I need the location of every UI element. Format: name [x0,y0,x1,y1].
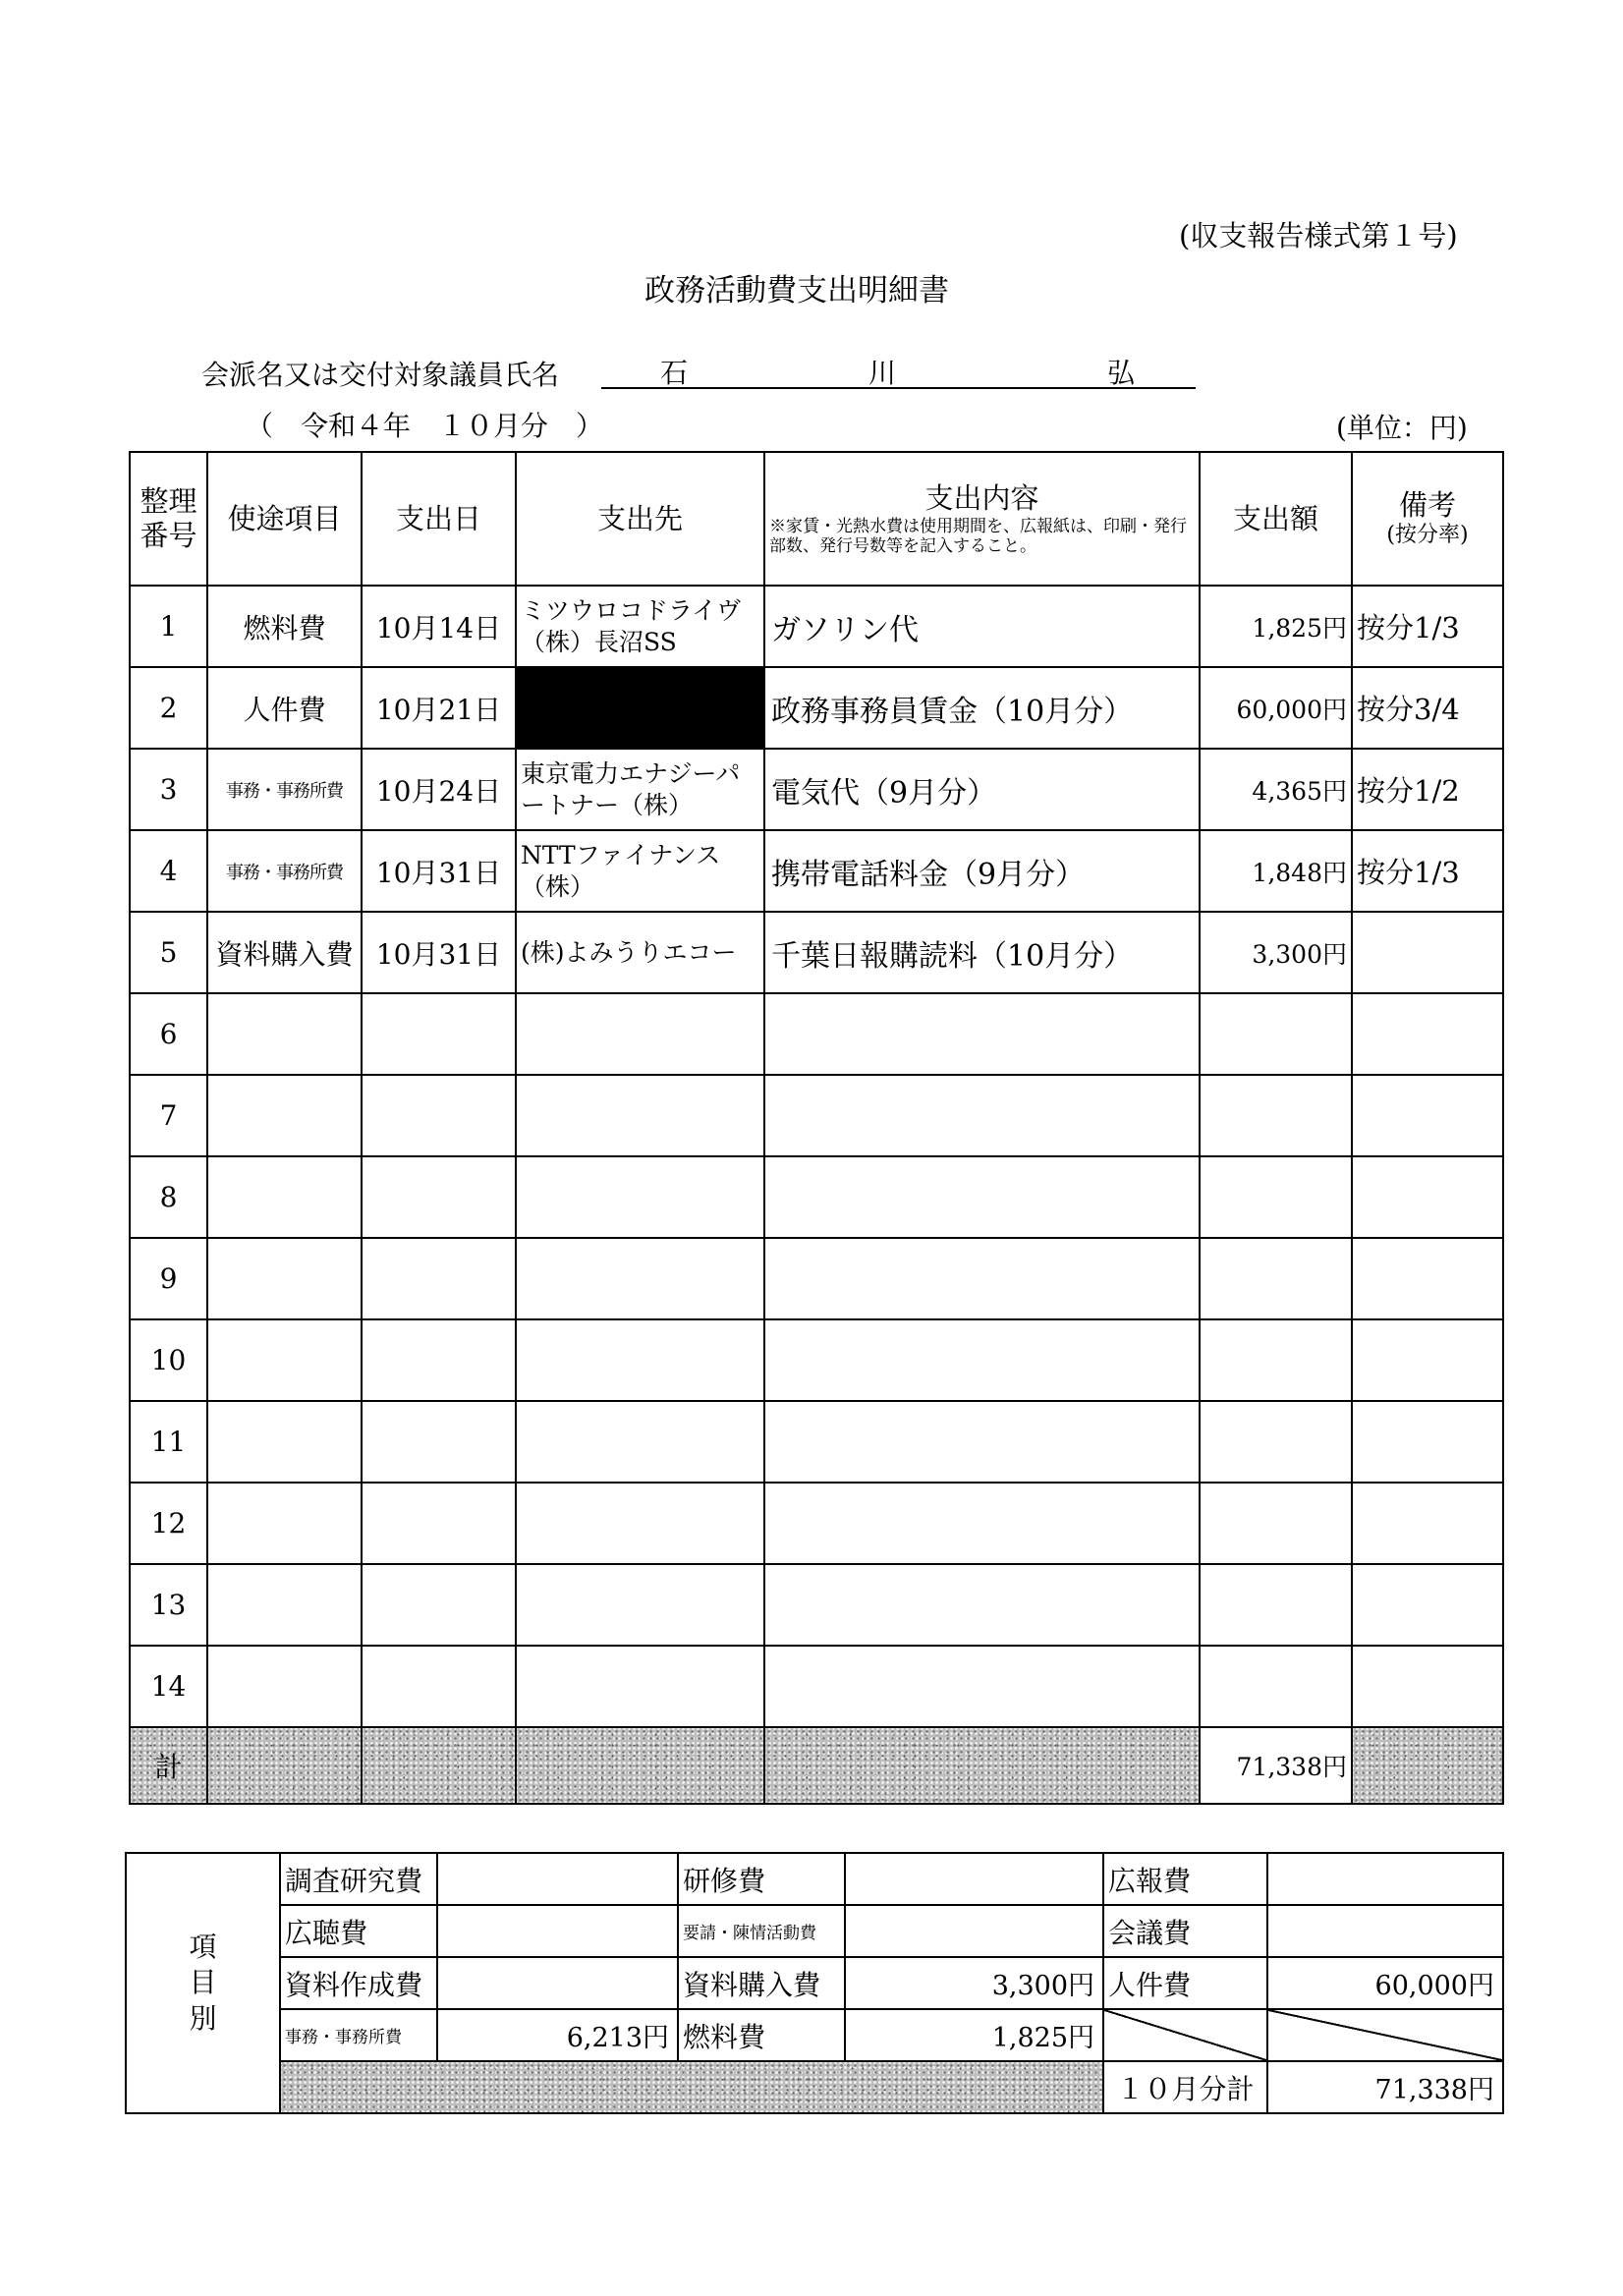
cell-no: 6 [130,993,207,1075]
reporting-period: （ 令和４年 １０月分 ） [246,410,604,442]
cell-content [764,1075,1200,1156]
header-remarks [1352,452,1503,586]
cell-no: 4 [130,830,207,912]
shaded-cell [1352,1727,1503,1804]
header-date: 支出日 [362,452,516,586]
cell-remarks [1352,1646,1503,1727]
cell-content [764,1156,1200,1238]
table-row [130,1564,1503,1646]
cell-content: ガソリン代 [764,586,1200,667]
cell-category: 燃料費 [207,586,362,667]
total-amount: 71,338円 [1200,1727,1352,1804]
header-remarks-label: 備考 [1398,488,1456,523]
table-row [130,1483,1503,1564]
cell-date [362,993,516,1075]
summary-item-label: 広報費 [1103,1853,1267,1905]
redacted-payee [516,667,764,749]
summary-item-value: 3,300円 [845,1957,1103,2009]
cell-no: 11 [130,1401,207,1483]
summary-heading: 項目別 [126,1853,280,2113]
cell-payee: (株)よみうりエコー [516,912,764,993]
total-row [130,1727,1503,1804]
cell-content [764,1564,1200,1646]
shaded-cell [280,2061,1103,2113]
summary-item-value: 1,825円 [845,2009,1103,2061]
header-no: 整理番号 [130,452,207,586]
cell-remarks [1352,1238,1503,1319]
cell-content [764,1646,1200,1727]
cell-remarks [1352,912,1503,993]
member-name-char: 川 [868,357,897,389]
cell-amount [1200,1483,1352,1564]
cell-date [362,1564,516,1646]
cell-no: 2 [130,667,207,749]
header-amount: 支出額 [1200,452,1352,586]
cell-category [207,1319,362,1401]
cell-remarks: 按分3/4 [1352,667,1503,749]
cell-date: 10月21日 [362,667,516,749]
cell-content: 千葉日報購読料（10月分） [764,912,1200,993]
cell-content [764,1238,1200,1319]
summary-item-label: 燃料費 [678,2009,845,2061]
cell-remarks [1352,1075,1503,1156]
cell-date [362,1075,516,1156]
cell-category [207,1564,362,1646]
cell-remarks [1352,1319,1503,1401]
member-name-char: 石 [660,357,689,389]
cell-category [207,1075,362,1156]
header-content-note: ※家賃・光熱水費は使用期間を、広報紙は、印刷・発行部数、発行号数等を記入すること。 [769,517,1187,556]
cell-remarks [1352,993,1503,1075]
cell-payee [516,1319,764,1401]
cell-payee [516,1646,764,1727]
cell-no: 7 [130,1075,207,1156]
cell-remarks: 按分1/3 [1352,586,1503,667]
document-title: 政務活動費支出明細書 [644,273,949,308]
cell-category [207,1646,362,1727]
cell-no: 5 [130,912,207,993]
cell-amount: 4,365円 [1200,749,1352,830]
cell-amount [1200,1156,1352,1238]
form-number: (収支報告様式第１号) [1179,219,1458,252]
header-content [764,452,1200,586]
table-row [130,749,1503,830]
month-total-label: １０月分計 [1103,2061,1267,2113]
summary-item-value [1267,1905,1503,1957]
cell-no: 13 [130,1564,207,1646]
cell-amount: 1,848円 [1200,830,1352,912]
cell-category: 事務・事務所費 [207,749,362,830]
cell-category [207,1401,362,1483]
cell-date [362,1319,516,1401]
cell-content: 携帯電話料金（9月分） [764,830,1200,912]
unit-label: (単位：円) [1336,412,1468,444]
cell-amount [1200,1646,1352,1727]
header-payee: 支出先 [516,452,764,586]
cell-amount: 1,825円 [1200,586,1352,667]
cell-remarks [1352,1483,1503,1564]
summary-item-value [437,1853,678,1905]
cell-amount [1200,1319,1352,1401]
member-name [601,352,1196,389]
cell-no: 1 [130,586,207,667]
summary-item-value [845,1905,1103,1957]
summary-item-value [845,1853,1103,1905]
cell-amount [1200,993,1352,1075]
cell-payee [516,993,764,1075]
summary-item-label: 資料作成費 [280,1957,437,2009]
cell-remarks [1352,1564,1503,1646]
cell-payee: 東京電力エナジーパートナー（株） [516,749,764,830]
summary-row [126,1905,1503,1957]
cell-payee [516,1238,764,1319]
cell-payee [516,1483,764,1564]
summary-item-value [437,1957,678,2009]
cell-date: 10月31日 [362,830,516,912]
cell-date [362,1156,516,1238]
shaded-cell [764,1727,1200,1804]
cell-payee: ミツウロコドライヴ（株）長沼SS [516,586,764,667]
cell-amount [1200,1075,1352,1156]
summary-item-label: 会議費 [1103,1905,1267,1957]
diagonal-strike-cell [1103,2009,1267,2061]
summary-row [126,1853,1503,1905]
summary-total-row [126,2061,1503,2113]
cell-date: 10月24日 [362,749,516,830]
diagonal-strike-cell [1267,2009,1503,2061]
cell-date [362,1238,516,1319]
cell-category [207,1238,362,1319]
table-row [130,1075,1503,1156]
shaded-cell [207,1727,362,1804]
header-content-label: 支出内容 [924,480,1039,515]
cell-category [207,1156,362,1238]
cell-remarks [1352,1401,1503,1483]
summary-item-value: 6,213円 [437,2009,678,2061]
total-label: 計 [130,1727,207,1804]
cell-date [362,1483,516,1564]
cell-category [207,1483,362,1564]
summary-item-value: 60,000円 [1267,1957,1503,2009]
table-row [130,586,1503,667]
cell-amount [1200,1564,1352,1646]
cell-content: 電気代（9月分） [764,749,1200,830]
cell-no: 12 [130,1483,207,1564]
shaded-cell [362,1727,516,1804]
cell-remarks: 按分1/3 [1352,830,1503,912]
summary-item-label: 広聴費 [280,1905,437,1957]
member-name-char: 弘 [1107,357,1136,389]
cell-payee [516,1401,764,1483]
cell-no: 10 [130,1319,207,1401]
cell-category [207,993,362,1075]
cell-content [764,1319,1200,1401]
cell-date [362,1646,516,1727]
table-row [130,1401,1503,1483]
table-row [130,1646,1503,1727]
cell-date: 10月14日 [362,586,516,667]
cell-no: 8 [130,1156,207,1238]
summary-item-label: 調査研究費 [280,1853,437,1905]
table-row [130,1156,1503,1238]
cell-content [764,1483,1200,1564]
cell-category: 人件費 [207,667,362,749]
cell-payee: NTTファイナンス（株） [516,830,764,912]
cell-content [764,1401,1200,1483]
table-header-row [130,452,1503,586]
summary-item-value [1267,1853,1503,1905]
cell-content [764,993,1200,1075]
summary-item-label: 人件費 [1103,1957,1267,2009]
table-row [130,993,1503,1075]
cell-amount: 60,000円 [1200,667,1352,749]
summary-row [126,2009,1503,2061]
header-remarks-sub: (按分率) [1386,523,1469,548]
cell-amount [1200,1238,1352,1319]
summary-item-value [437,1905,678,1957]
cell-category: 事務・事務所費 [207,830,362,912]
table-row [130,830,1503,912]
table-row [130,667,1503,749]
table-row [130,912,1503,993]
header-category: 使途項目 [207,452,362,586]
table-row [130,1319,1503,1401]
summary-item-label: 資料購入費 [678,1957,845,2009]
cell-no: 14 [130,1646,207,1727]
cell-no: 9 [130,1238,207,1319]
cell-payee [516,1075,764,1156]
cell-amount [1200,1401,1352,1483]
cell-date [362,1401,516,1483]
member-label: 会派名又は交付対象議員氏名 [201,359,560,391]
summary-item-label: 事務・事務所費 [280,2009,437,2061]
summary-row [126,1957,1503,2009]
cell-remarks [1352,1156,1503,1238]
summary-item-label: 要請・陳情活動費 [678,1905,845,1957]
cell-category: 資料購入費 [207,912,362,993]
category-summary-table [125,1852,1504,2114]
expense-table [129,451,1504,1805]
cell-payee [516,1564,764,1646]
cell-no: 3 [130,749,207,830]
summary-item-label: 研修費 [678,1853,845,1905]
cell-payee [516,1156,764,1238]
month-total-value: 71,338円 [1267,2061,1503,2113]
cell-content: 政務事務員賃金（10月分） [764,667,1200,749]
cell-remarks: 按分1/2 [1352,749,1503,830]
table-row [130,1238,1503,1319]
shaded-cell [516,1727,764,1804]
cell-date: 10月31日 [362,912,516,993]
cell-amount: 3,300円 [1200,912,1352,993]
